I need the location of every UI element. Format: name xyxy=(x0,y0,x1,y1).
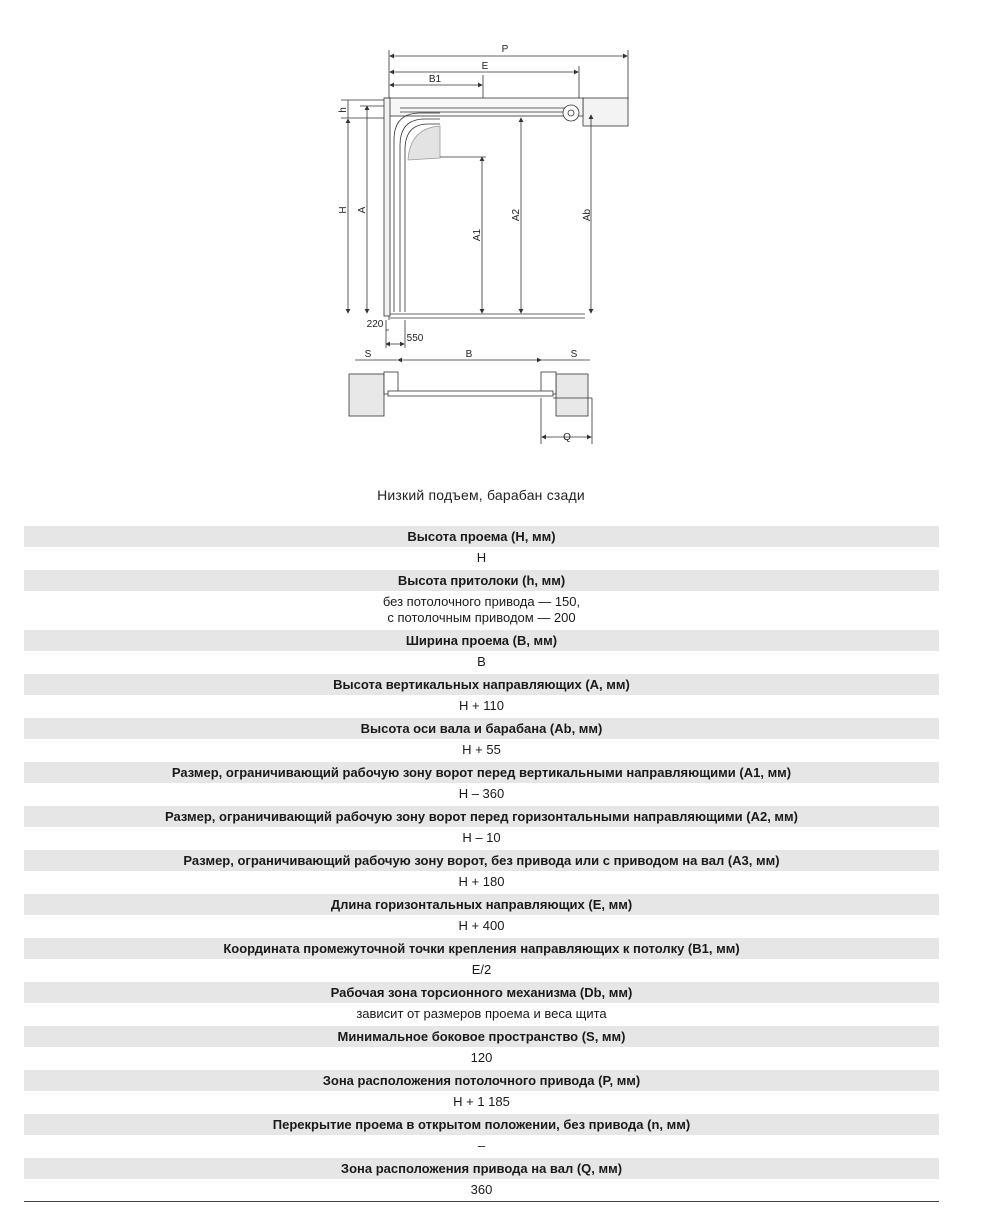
spec-header-B1: Координата промежуточной точки крепления направляющих к потолку (B1, мм) xyxy=(24,938,939,959)
dim-label-Q: Q xyxy=(563,432,571,443)
dim-label-B1: B1 xyxy=(428,74,442,85)
spec-value-text: 360 xyxy=(470,1182,493,1197)
dim-label-A2: A2 xyxy=(511,208,522,222)
spec-value-text: B xyxy=(477,654,486,669)
spec-value-text: H + 110 xyxy=(459,698,504,713)
spec-value-text: H – 10 xyxy=(462,830,501,845)
spec-header-A3: Размер, ограничивающий рабочую зону ворот, без привода или с приводом на вал (A3, мм) xyxy=(24,850,939,871)
spec-value-text: – xyxy=(477,1138,486,1153)
spec-header-H: Высота проема (H, мм) xyxy=(24,526,939,547)
dim-label-220: 220 xyxy=(366,319,384,330)
dim-label-P: P xyxy=(501,44,509,55)
dim-label-E: E xyxy=(481,61,489,72)
spec-value-text: без потолочного привода — 150, с потолочным приводом — 200 xyxy=(382,594,581,625)
spec-header-P: Зона расположения потолочного привода (P, мм) xyxy=(24,1070,939,1091)
spec-header-A2: Размер, ограничивающий рабочую зону ворот перед горизонтальными направляющими (A2, мм) xyxy=(24,806,939,827)
spec-header-E: Длина горизонтальных направляющих (E, мм) xyxy=(24,894,939,915)
spec-value-A2 xyxy=(24,827,939,849)
dim-label-h: h xyxy=(338,107,349,113)
spec-value-S xyxy=(24,1047,939,1069)
spec-value-A1 xyxy=(24,783,939,805)
spec-header-A1: Размер, ограничивающий рабочую зону ворот перед вертикальными направляющими (A1, мм) xyxy=(24,762,939,783)
spec-header-Db: Рабочая зона торсионного механизма (Db, мм) xyxy=(24,982,939,1003)
spec-value-text: H + 55 xyxy=(462,742,501,757)
dim-label-Ab: Ab xyxy=(582,208,593,222)
spec-header-h: Высота притолоки (h, мм) xyxy=(24,570,939,591)
spec-value-A3 xyxy=(24,871,939,893)
dim-label-S-right: S xyxy=(570,349,578,360)
spec-value-text: 120 xyxy=(470,1050,493,1065)
dim-label-A: A xyxy=(357,206,368,214)
spec-header-Ab: Высота оси вала и барабана (Ab, мм) xyxy=(24,718,939,739)
dim-label-H: H xyxy=(338,206,349,214)
spec-header-n: Перекрытие проема в открытом положении, без привода (n, мм) xyxy=(24,1114,939,1135)
spec-value-P xyxy=(24,1091,939,1113)
spec-value-E xyxy=(24,915,939,937)
spec-value-text: H – 360 xyxy=(458,786,505,801)
spec-value-text: H + 180 xyxy=(458,874,505,889)
spec-value-Ab xyxy=(24,739,939,761)
dim-label-550: 550 xyxy=(406,333,424,344)
spec-value-Db xyxy=(24,1003,939,1025)
spec-header-B: Ширина проема (B, мм) xyxy=(24,630,939,651)
gate-technical-drawing xyxy=(300,30,660,460)
dim-label-B: B xyxy=(465,349,473,360)
spec-value-text: H + 1 185 xyxy=(453,1094,510,1109)
spec-value-Q xyxy=(24,1179,939,1202)
spec-header-S: Минимальное боковое пространство (S, мм) xyxy=(24,1026,939,1047)
spec-header-A: Высота вертикальных направляющих (A, мм) xyxy=(24,674,939,695)
spec-value-B xyxy=(24,651,939,673)
spec-value-n xyxy=(24,1135,939,1157)
spec-value-text: H xyxy=(476,550,487,565)
spec-value-text: зависит от размеров проема и веса щита xyxy=(356,1006,607,1021)
spec-value-B1 xyxy=(24,959,939,981)
spec-value-text: H + 400 xyxy=(458,918,505,933)
dim-label-S-left: S xyxy=(364,349,372,360)
spec-value-text: E/2 xyxy=(471,962,492,977)
dim-label-A1: A1 xyxy=(472,228,483,242)
drawing-caption: Низкий подъем, барабан сзади xyxy=(377,487,585,503)
spec-header-Q: Зона расположения привода на вал (Q, мм) xyxy=(24,1158,939,1179)
spec-value-H xyxy=(24,547,939,569)
spec-value-h xyxy=(24,591,939,629)
spec-table xyxy=(24,525,939,1202)
spec-value-A xyxy=(24,695,939,717)
